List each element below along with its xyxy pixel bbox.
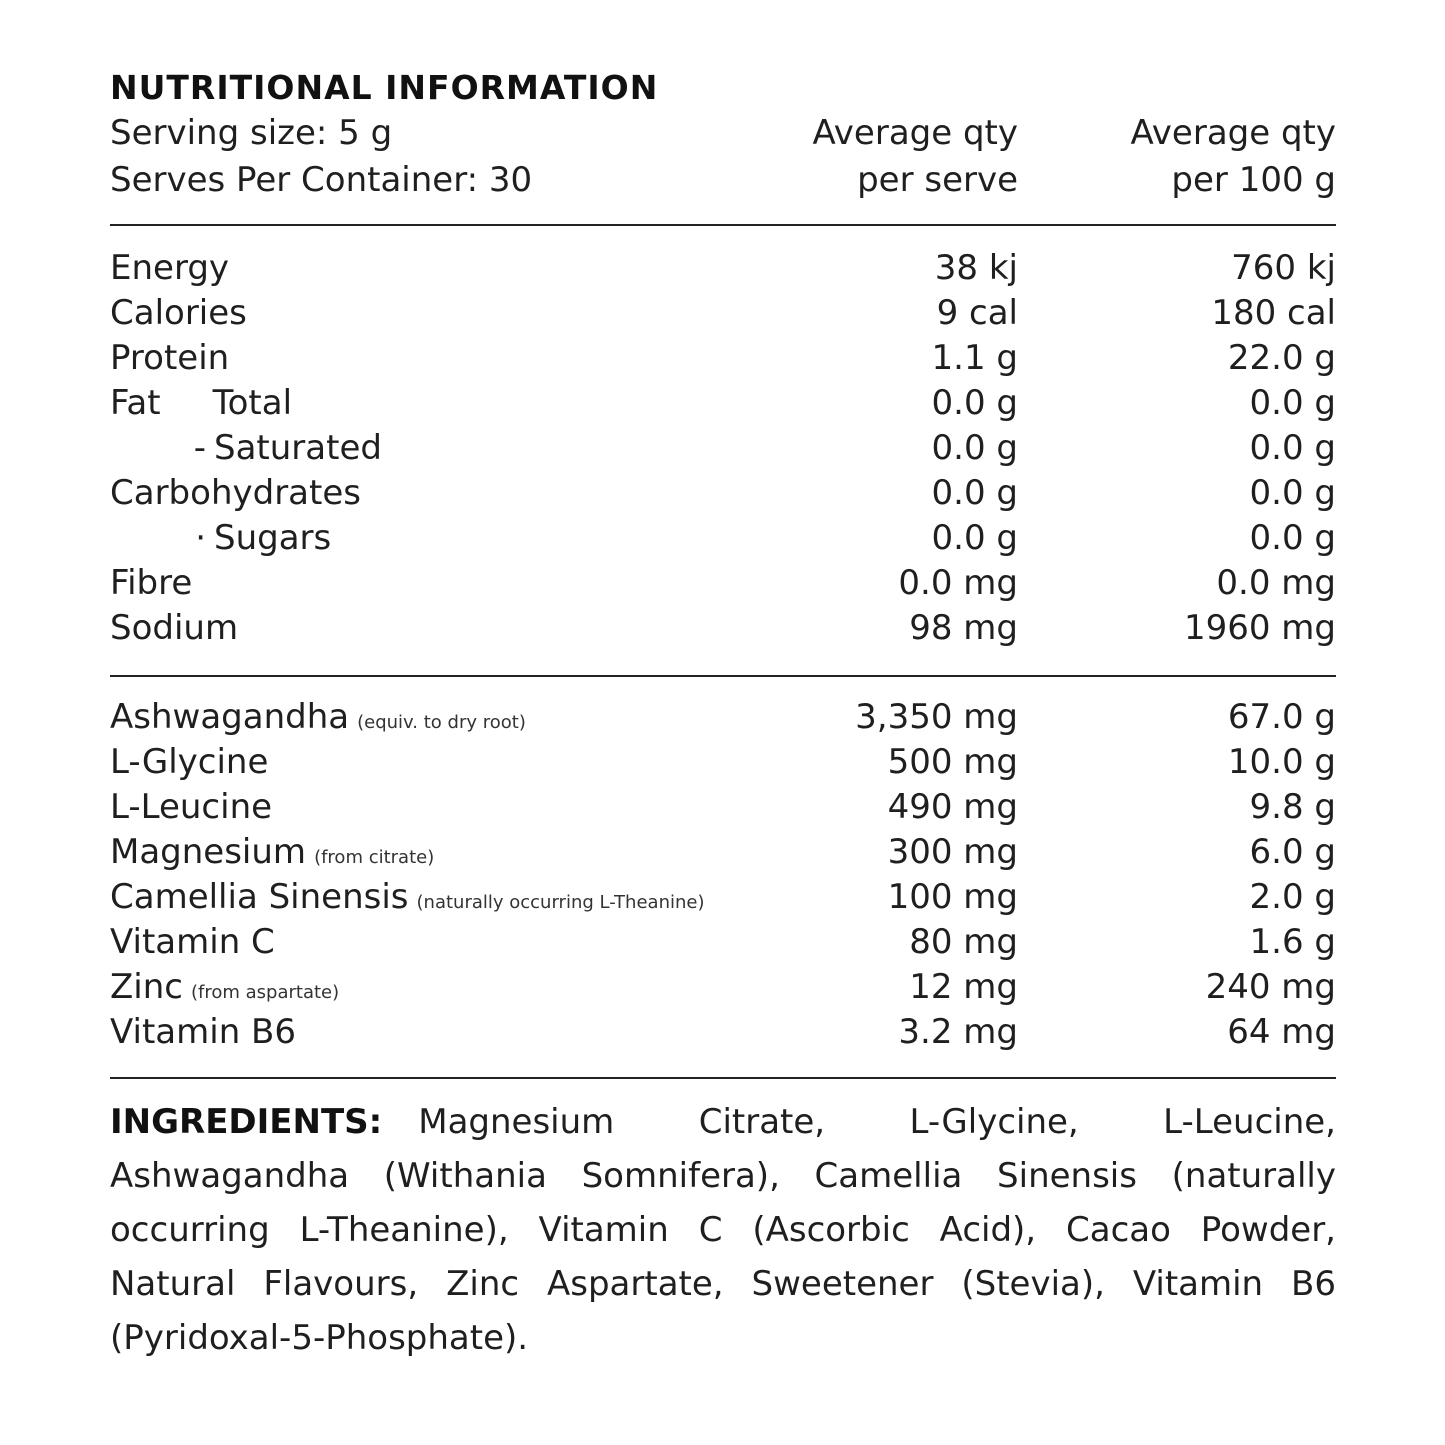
active-row-vitamin-b6 [110, 1010, 1336, 1055]
active-per-serve: 3,350 mg [855, 697, 1018, 737]
active-note: (from citrate) [314, 847, 435, 868]
nutrient-row-sugars [110, 516, 1336, 561]
nutrient-row-sodium [110, 606, 1336, 651]
nutrient-per-100g: 0.0 g [1249, 383, 1336, 423]
nutrient-name-group [110, 381, 292, 426]
nutrient-name-group [110, 426, 382, 471]
active-note: (naturally occurring L-Theanine) [416, 892, 705, 913]
nutrient-name: Carbohydrates [110, 473, 361, 513]
col-serve-heading-1: Average qty [812, 113, 1018, 153]
nutrient-per-100g: 1960 mg [1183, 608, 1336, 648]
active-per-serve: 12 mg [909, 967, 1018, 1007]
active-per-serve: 300 mg [887, 832, 1018, 872]
active-per-100g: 240 mg [1205, 967, 1336, 1007]
nutrient-prefix: - [193, 428, 206, 468]
header-row-1 [110, 110, 1336, 157]
nutrient-per-serve: 0.0 g [931, 473, 1018, 513]
nutrient-name: Sugars [214, 518, 332, 558]
serving-header [110, 110, 1336, 204]
serving-size: Serving size: 5 g [110, 113, 393, 153]
nutrient-row-protein [110, 336, 1336, 381]
active-row-l-leucine [110, 785, 1336, 830]
active-row-zinc [110, 965, 1336, 1010]
ingredients-block [110, 1095, 1336, 1365]
active-note: (from aspartate) [190, 982, 340, 1003]
active-row-vitamin-c [110, 920, 1336, 965]
nutrient-name: Fat [110, 383, 161, 423]
nutrient-per-serve: 0.0 g [931, 518, 1018, 558]
active-name: Ashwagandha [110, 697, 350, 737]
active-per-serve: 3.2 mg [898, 1012, 1018, 1052]
active-name: L-Leucine [110, 787, 273, 827]
active-per-100g: 2.0 g [1249, 877, 1336, 917]
active-name: Camellia Sinensis [110, 877, 409, 917]
nutrient-name: Energy [110, 248, 230, 288]
nutrient-row-carbohydrates [110, 471, 1336, 516]
active-per-100g: 64 mg [1227, 1012, 1336, 1052]
nutrient-per-serve: 98 mg [909, 608, 1018, 648]
active-name-group [110, 830, 434, 880]
active-name-group [110, 695, 526, 745]
active-name: Vitamin C [110, 922, 275, 962]
active-per-serve: 490 mg [887, 787, 1018, 827]
nutrient-name: Protein [110, 338, 230, 378]
nutrient-per-serve: 0.0 mg [898, 563, 1018, 603]
panel-title: NUTRITIONAL INFORMATION [110, 68, 659, 107]
nutrient-per-100g: 0.0 mg [1216, 563, 1336, 603]
col-serve-heading-2: per serve [857, 160, 1018, 200]
nutrient-row-calories [110, 291, 1336, 336]
nutrient-per-serve: 9 cal [936, 293, 1018, 333]
divider-top [110, 224, 1336, 226]
active-row-camellia-sinensis [110, 875, 1336, 920]
serves-per-container: Serves Per Container: 30 [110, 160, 533, 200]
active-per-serve: 100 mg [887, 877, 1018, 917]
nutrient-per-100g: 0.0 g [1249, 518, 1336, 558]
nutrient-per-serve: 38 kj [934, 248, 1018, 288]
nutrient-name: Sodium [110, 608, 239, 648]
nutrient-name: Saturated [214, 428, 382, 468]
active-name-group [110, 875, 704, 925]
active-per-100g: 9.8 g [1249, 787, 1336, 827]
active-per-serve: 80 mg [909, 922, 1018, 962]
nutrient-per-100g: 760 kj [1231, 248, 1336, 288]
actives-table [110, 695, 1336, 1055]
header-row-2 [110, 157, 1336, 204]
active-name: Vitamin B6 [110, 1012, 297, 1052]
col-100g-heading-1: Average qty [1130, 113, 1336, 153]
nutrient-per-serve: 1.1 g [931, 338, 1018, 378]
divider-middle [110, 675, 1336, 677]
col-100g-heading-2: per 100 g [1171, 160, 1336, 200]
active-per-100g: 1.6 g [1249, 922, 1336, 962]
active-per-100g: 6.0 g [1249, 832, 1336, 872]
nutrient-row-fibre [110, 561, 1336, 606]
nutrient-row-saturated [110, 426, 1336, 471]
nutrient-row-energy [110, 246, 1336, 291]
active-name: Zinc [110, 967, 183, 1007]
nutrient-name: Fibre [110, 563, 193, 603]
active-per-100g: 10.0 g [1227, 742, 1336, 782]
active-name: Magnesium [110, 832, 307, 872]
nutrient-prefix: · [195, 518, 206, 558]
active-per-100g: 67.0 g [1227, 697, 1336, 737]
nutrient-per-100g: 0.0 g [1249, 428, 1336, 468]
active-name: L-Glycine [110, 742, 269, 782]
nutrient-per-100g: 180 cal [1211, 293, 1336, 333]
nutrient-per-100g: 0.0 g [1249, 473, 1336, 513]
divider-bottom [110, 1077, 1336, 1079]
nutrient-per-100g: 22.0 g [1227, 338, 1336, 378]
active-name-group [110, 965, 339, 1015]
nutrient-name-group [110, 516, 331, 561]
nutrient-per-serve: 0.0 g [931, 428, 1018, 468]
nutrient-subname: Total [212, 383, 293, 423]
nutrient-row-fat-total [110, 381, 1336, 426]
ingredients-text: Magnesium Citrate, L-Glycine, L-Leucine, Ashwagandha (Withania Somnifera), Camellia Sinensis (naturally occurring L-Theanine), Vitamin C (Ascorbic Acid), Cacao Powder, Natural Flavours, Zinc Aspartate, Sweetener (Stevia), Vitamin B6 (Pyridoxal-5-Phosphate). [110, 1102, 1336, 1358]
active-note: (equiv. to dry root) [357, 712, 526, 733]
ingredients-label: INGREDIENTS: [110, 1102, 383, 1142]
active-row-l-glycine [110, 740, 1336, 785]
nutrition-panel [110, 66, 1336, 1365]
nutrient-per-serve: 0.0 g [931, 383, 1018, 423]
active-row-ashwagandha [110, 695, 1336, 740]
active-row-magnesium [110, 830, 1336, 875]
active-per-serve: 500 mg [887, 742, 1018, 782]
nutrient-name: Calories [110, 293, 247, 333]
nutrients-table [110, 246, 1336, 651]
